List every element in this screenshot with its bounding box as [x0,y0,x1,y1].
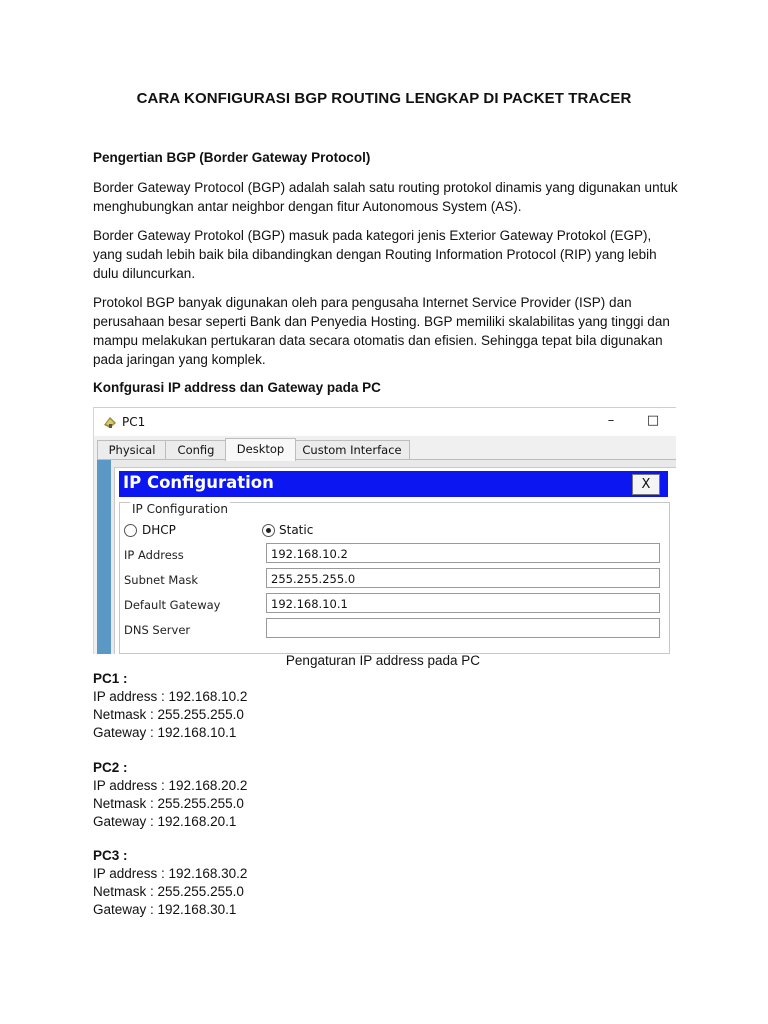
dns-server-label: DNS Server [124,623,191,637]
pc1-gateway: Gateway : 192.168.10.1 [93,725,237,740]
static-label: Static [279,523,314,537]
ip-configuration-title: IP Configuration [123,473,274,492]
pc1-netmask: Netmask : 255.255.255.0 [93,707,244,722]
figure-caption: Pengaturan IP address pada PC [285,653,481,668]
pc1-title: PC1 : [93,671,128,686]
pc-app-icon [102,414,118,430]
ip-address-input[interactable]: 192.168.10.2 [266,543,660,563]
pc2-config-block [93,759,247,831]
desktop-side-strip [97,460,111,654]
group-title: IP Configuration [132,502,228,516]
paragraph-1: Border Gateway Protocol (BGP) adalah salah satu routing protokol dinamis yang digunakan untuk menghubungkan antar neighbor dengan fitur Autonomous System (AS). [93,180,678,214]
pc3-ip: IP address : 192.168.30.2 [93,866,248,881]
window-titlebar [94,408,676,436]
section-heading-ip-config: Konfgurasi IP address dan Gateway pada PC [93,380,381,395]
pc1-ip: IP address : 192.168.10.2 [93,689,248,704]
ip-configuration-panel [114,467,676,654]
paragraph-3: Protokol BGP banyak digunakan oleh para pengusaha Internet Service Provider (ISP) dan perusahaan besar seperti Bank dan Penyedia Hosting. BGP memiliki skalabilitas yang tinggi dan mampu melakukan pertukaran data secara otomatis dan efisien. Sehingga tepat bila digunakan pada jaringan yang komplek. [93,295,670,367]
maximize-icon[interactable]: □ [646,413,660,428]
pc2-gateway: Gateway : 192.168.20.1 [93,814,237,829]
tab-physical[interactable]: Physical [97,440,167,460]
pc3-gateway: Gateway : 192.168.30.1 [93,902,237,917]
tab-desktop[interactable]: Desktop [225,438,296,461]
default-gateway-input[interactable]: 192.168.10.1 [266,593,660,613]
subnet-mask-label: Subnet Mask [124,573,199,587]
tab-config[interactable]: Config [165,440,227,460]
section-heading-bgp: Pengertian BGP (Border Gateway Protocol) [93,150,371,165]
ip-configuration-header [119,471,668,497]
ip-configuration-group [119,502,670,654]
pc1-config-block [93,670,247,742]
pc2-netmask: Netmask : 255.255.255.0 [93,796,244,811]
subnet-mask-input[interactable]: 255.255.255.0 [266,568,660,588]
desktop-content [97,459,676,654]
default-gateway-label: Default Gateway [124,598,221,612]
pc3-title: PC3 : [93,848,128,863]
minimize-icon[interactable]: – [607,413,615,428]
ip-address-label: IP Address [124,548,184,562]
page-title: CARA KONFIGURASI BGP ROUTING LENGKAP DI PACKET TRACER [136,90,632,107]
window-title: PC1 [122,415,146,429]
pc2-title: PC2 : [93,760,128,775]
dhcp-radio[interactable] [124,524,137,537]
pc3-netmask: Netmask : 255.255.255.0 [93,884,244,899]
pc2-ip: IP address : 192.168.20.2 [93,778,248,793]
close-button[interactable]: X [632,474,660,495]
dhcp-label: DHCP [142,523,176,537]
packet-tracer-screenshot [93,407,676,654]
pc3-config-block [93,847,247,919]
paragraph-2: Border Gateway Protokol (BGP) masuk pada kategori jenis Exterior Gateway Protokol (EGP), yang sudah lebih baik bila dibandingkan dengan Routing Information Protocol (RIP) yang lebih dulu diluncurkan. [93,228,657,281]
static-radio[interactable] [262,524,275,537]
tab-custom-interface[interactable]: Custom Interface [294,440,410,460]
dns-server-input[interactable] [266,618,660,638]
